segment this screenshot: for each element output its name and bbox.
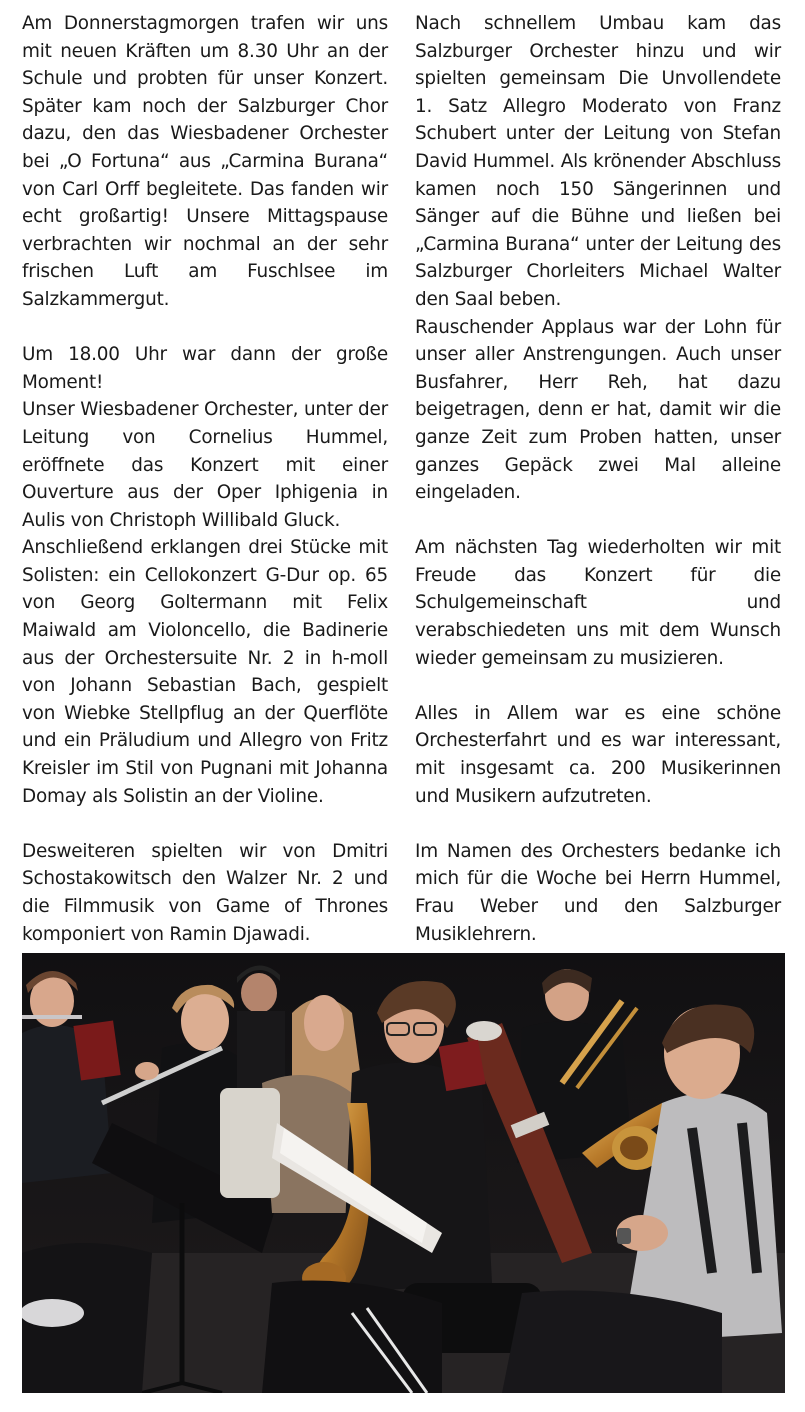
paragraph-soloists: Anschließend erklangen drei Stücke mit Solisten: ein Cellokonzert G-Dur op. 65 von Georg Goltermann mit Felix Maiwald am Violoncello, die Badinerie aus der Orchestersuite Nr. 2 in h-moll von Johann Sebastian Bach, gespielt von Wiebke Stellpflug an der Querflöte und ein Präludium und Allegro von Fritz Kreisler im Stil von Pugnani mit Johanna Domay als Solistin an der Violine. xyxy=(22,537,388,807)
red-music-folder-left xyxy=(73,1020,120,1080)
paragraph-schubert: Nach schnellem Umbau kam das Salzburger Orchester hinzu und wir spielten gemeinsam Die Unvollendete 1. Satz Allegro Moderato von Franz Schubert unter der Leitung von Stefan David Hummel. Als krönender Abschluss kamen noch 150 Sängerinnen und Sänger auf die Bühne und ließen bei „Carmina Burana“ unter der Leitung des Salzburger Chorleiters Michael Walter den Saal beben. xyxy=(415,13,781,310)
paragraph-next-day: Am nächsten Tag wiederholten wir mit Freude das Konzert für die Schulgemeinschaft und verabschiedeten uns mit dem Wunsch wieder gemeinsam zu musizieren. xyxy=(415,537,781,669)
paragraph-summary: Alles in Allem war es eine schöne Orchesterfahrt und es war interessant, mit insgesamt ca. 200 Musikerinnen und Musikern aufzutreten. xyxy=(415,702,781,807)
paragraph-rehearsal: Am Donnerstagmorgen trafen wir uns mit neuen Kräften um 8.30 Uhr an der Schule und probten für unser Konzert. Später kam noch der Salzburger Chor dazu, den das Wiesbadener Orchester bei „O Fortuna“ aus „Carmina Burana“ von Carl Orff begleitete. Das fanden wir echt großartig! Unsere Mittagspause verbrachten wir nochmal an der sehr frischen Luft am Fuschlsee im Salzkammergut. xyxy=(22,13,388,310)
paragraph-applause: Rauschender Applaus war der Lohn für unser aller Anstrengungen. Auch unser Busfahrer, Herr Reh, hat dazu beigetragen, denn er hat, damit wir die ganze Zeit zum Proben hatten, unser ganzes Gepäck zwei Mal alleine eingeladen. xyxy=(415,316,781,504)
paragraph-overture: Unser Wiesbadener Orchester, unter der Leitung von Cornelius Hummel, eröffnete das Konzert mit einer Ouverture aus der Oper Iphigenia in Aulis von Christoph Willibald Gluck. xyxy=(22,399,388,531)
paragraph-big-moment: Um 18.00 Uhr war dann der große Moment! xyxy=(22,344,388,393)
red-music-folder-centre xyxy=(438,1040,485,1091)
article-right-column xyxy=(415,10,781,978)
orchestra-photo xyxy=(22,953,785,1393)
article-left-column xyxy=(22,10,388,948)
paragraph-thanks: Im Namen des Orchesters bedanke ich mich für die Woche bei Herrn Hummel, Frau Weber und den Salzburger Musiklehrern. xyxy=(415,840,781,945)
paragraph-waltz: Desweiteren spielten wir von Dmitri Schostakowitsch den Walzer Nr. 2 und die Filmmusik von Game of Thrones komponiert von Ramin Djawadi. xyxy=(22,840,388,945)
